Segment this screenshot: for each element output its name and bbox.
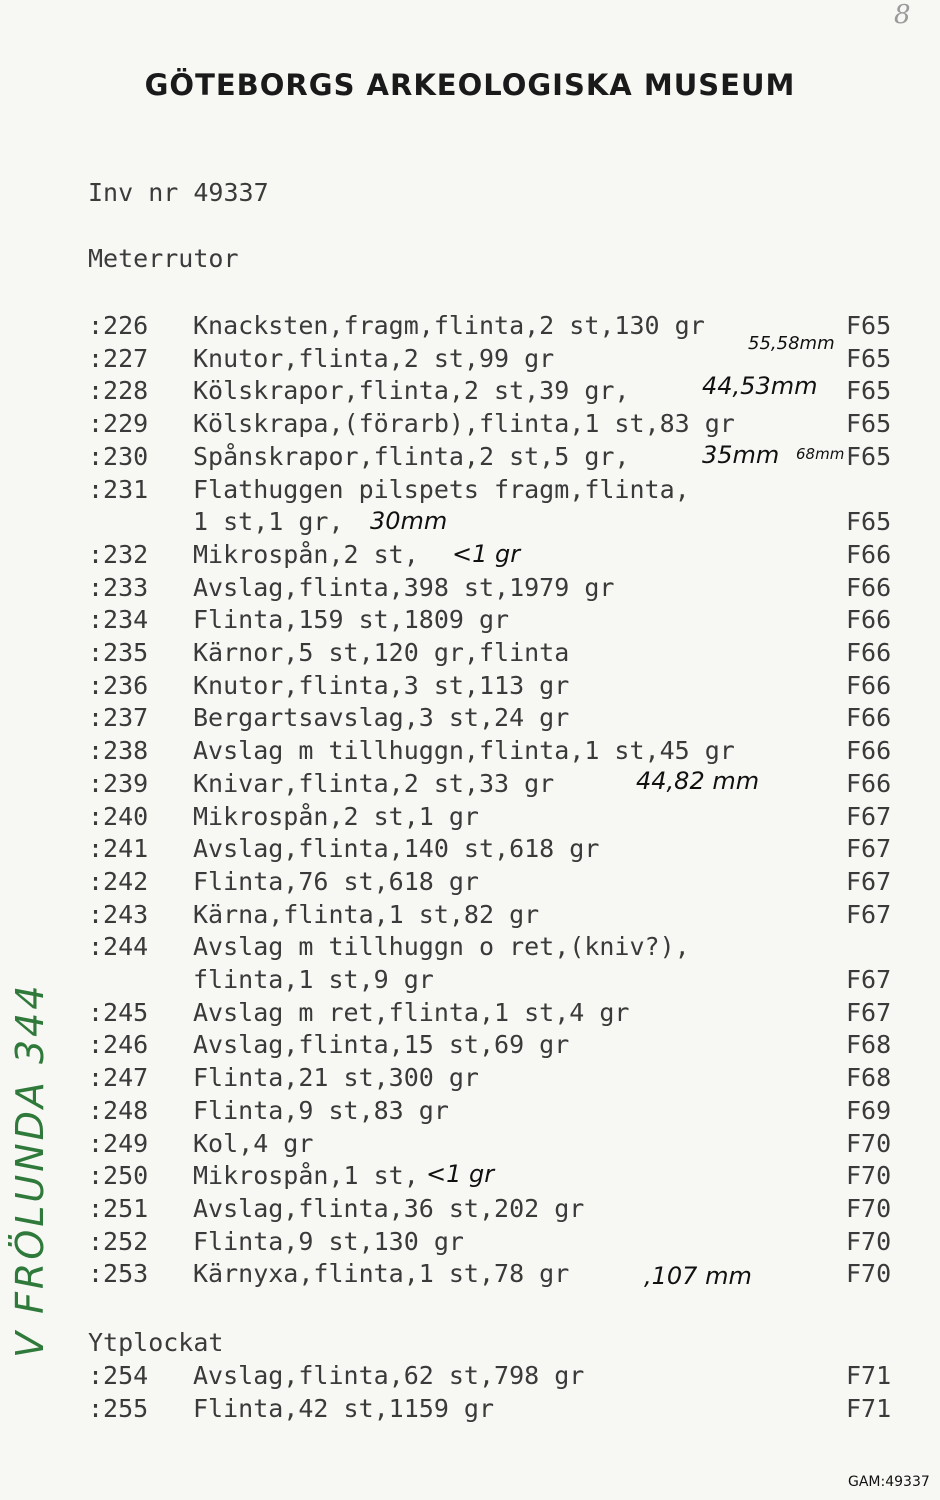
item-description: Kölskrapor,flinta,2 st,39 gr, <box>193 376 630 406</box>
list-item <box>0 834 940 866</box>
list-item <box>0 703 940 735</box>
list-item <box>0 1259 940 1291</box>
item-number: :229 <box>88 409 149 439</box>
item-number: :233 <box>88 572 149 602</box>
item-description: Kölskrapa,(förarb),flinta,1 st,83 gr <box>193 409 735 439</box>
inventory-number: Inv nr 49337 <box>88 178 269 207</box>
find-code: F65 <box>846 507 892 537</box>
item-number: :243 <box>88 899 149 929</box>
handwritten-note-227: 55,58mm <box>748 333 835 354</box>
item-number: :246 <box>88 1030 149 1060</box>
find-code: F66 <box>846 539 892 569</box>
item-number: :227 <box>88 343 149 373</box>
item-description: Avslag,flinta,62 st,798 gr <box>193 1361 585 1390</box>
handwritten-site-note: V FRÖLUNDA 344 <box>8 982 52 1358</box>
section-title-meterrutor: Meterrutor <box>88 244 239 273</box>
list-item <box>0 900 940 932</box>
item-description: Knutor,flinta,2 st,99 gr <box>193 343 555 373</box>
handwritten-note-253: ,107 mm <box>644 1262 752 1290</box>
item-description: Bergartsavslag,3 st,24 gr <box>193 703 570 733</box>
item-number: :252 <box>88 1226 149 1256</box>
item-description: flinta,1 st,9 gr <box>193 965 434 994</box>
find-code: F67 <box>846 801 892 831</box>
list-item <box>0 1129 940 1161</box>
find-code: F70 <box>846 1128 892 1158</box>
list-item <box>0 605 940 637</box>
item-number: :250 <box>88 1161 149 1191</box>
item-description: Flinta,42 st,1159 gr <box>193 1394 495 1423</box>
handwritten-note-239: 44,82 mm <box>636 767 760 795</box>
find-code: F68 <box>846 1030 892 1060</box>
item-number: :235 <box>88 638 149 667</box>
find-code: F66 <box>846 572 892 602</box>
item-number: :228 <box>88 376 149 406</box>
list-item <box>0 1394 940 1426</box>
item-description: Kärna,flinta,1 st,82 gr <box>193 899 540 929</box>
list-item <box>0 1361 940 1393</box>
item-description: Avslag m tillhuggn o ret,(kniv?), <box>193 932 690 962</box>
item-number: :247 <box>88 1063 149 1093</box>
find-code: F66 <box>846 670 892 700</box>
find-code: F69 <box>846 1095 892 1125</box>
item-description: Kol,4 gr <box>193 1128 314 1158</box>
handwritten-note-250: <1 gr <box>426 1160 495 1188</box>
item-number: :230 <box>88 441 149 471</box>
handwritten-note-232: <1 gr <box>452 540 521 568</box>
item-number: :226 <box>88 311 149 340</box>
item-number: :237 <box>88 703 149 733</box>
find-code: F65 <box>846 409 892 439</box>
find-code: F67 <box>846 997 892 1027</box>
list-item <box>0 802 940 834</box>
item-description: Avslag,flinta,36 st,202 gr <box>193 1193 585 1223</box>
find-code: F70 <box>846 1161 892 1191</box>
item-description: Knacksten,fragm,flinta,2 st,130 gr <box>193 311 705 340</box>
item-description: Kärnor,5 st,120 gr,flinta <box>193 638 570 667</box>
find-code: F70 <box>846 1226 892 1256</box>
find-code: F66 <box>846 736 892 766</box>
item-description: Knivar,flinta,2 st,33 gr <box>193 768 555 798</box>
item-number: :251 <box>88 1193 149 1223</box>
item-number: :242 <box>88 866 149 896</box>
find-code: F66 <box>846 638 892 667</box>
handwritten-note-230: 35mm <box>702 441 780 469</box>
item-number: :236 <box>88 670 149 700</box>
find-code: F66 <box>846 703 892 733</box>
list-item <box>0 638 940 670</box>
find-code: F67 <box>846 834 892 864</box>
page-number: 8 <box>894 0 911 30</box>
list-item <box>0 867 940 899</box>
item-number: :245 <box>88 997 149 1027</box>
item-description: Flinta,76 st,618 gr <box>193 866 479 896</box>
item-description: Flinta,21 st,300 gr <box>193 1063 479 1093</box>
find-code: F67 <box>846 965 892 994</box>
list-item <box>0 475 940 507</box>
list-item <box>0 671 940 703</box>
list-item <box>0 1063 940 1095</box>
archive-reference: GAM:49337 <box>848 1474 930 1490</box>
list-item <box>0 507 940 539</box>
find-code: F70 <box>846 1193 892 1223</box>
find-code: F66 <box>846 605 892 635</box>
item-number: :244 <box>88 932 149 962</box>
find-code: F65 <box>846 376 892 406</box>
item-description: Mikrospån,2 st, <box>193 539 419 569</box>
find-code: F65 <box>846 311 892 340</box>
item-description: Flinta,9 st,130 gr <box>193 1226 464 1256</box>
find-code: F65 <box>846 441 892 471</box>
item-number: :254 <box>88 1361 149 1390</box>
museum-header: GÖTEBORGS ARKEOLOGISKA MUSEUM <box>144 68 796 102</box>
item-number: :253 <box>88 1259 149 1289</box>
list-item <box>0 769 940 801</box>
find-code: F68 <box>846 1063 892 1093</box>
item-number: :232 <box>88 539 149 569</box>
list-item <box>0 1030 940 1062</box>
find-code: F71 <box>846 1361 892 1390</box>
find-code: F65 <box>846 343 892 373</box>
handwritten-note-231: 30mm <box>370 507 448 535</box>
item-number: :234 <box>88 605 149 635</box>
item-description: Flathuggen pilspets fragm,flinta, <box>193 474 690 504</box>
item-description: Avslag m ret,flinta,1 st,4 gr <box>193 997 630 1027</box>
list-item <box>0 998 940 1030</box>
item-number: :255 <box>88 1394 149 1423</box>
find-code: F71 <box>846 1394 892 1423</box>
item-description: Knutor,flinta,3 st,113 gr <box>193 670 570 700</box>
item-description: Flinta,159 st,1809 gr <box>193 605 510 635</box>
handwritten-note-230b: 68mm <box>796 445 845 463</box>
list-item <box>0 409 940 441</box>
list-item <box>0 965 940 997</box>
item-number: :239 <box>88 768 149 798</box>
list-item <box>0 1227 940 1259</box>
find-code: F67 <box>846 899 892 929</box>
item-description: Spånskrapor,flinta,2 st,5 gr, <box>193 441 630 471</box>
find-code: F70 <box>846 1259 892 1289</box>
item-description: Avslag,flinta,140 st,618 gr <box>193 834 600 864</box>
list-item <box>0 736 940 768</box>
item-number: :240 <box>88 801 149 831</box>
list-item <box>0 1194 940 1226</box>
item-number: :238 <box>88 736 149 766</box>
item-description: Avslag,flinta,398 st,1979 gr <box>193 572 615 602</box>
item-description: Avslag,flinta,15 st,69 gr <box>193 1030 570 1060</box>
item-description: Mikrospån,1 st, <box>193 1161 419 1191</box>
find-code: F67 <box>846 866 892 896</box>
item-number: :231 <box>88 474 149 504</box>
item-description: Kärnyxa,flinta,1 st,78 gr <box>193 1259 570 1289</box>
item-description: 1 st,1 gr, <box>193 507 344 537</box>
handwritten-note-228: 44,53mm <box>702 372 818 400</box>
item-description: Mikrospån,2 st,1 gr <box>193 801 479 831</box>
find-code: F66 <box>846 768 892 798</box>
item-number: :249 <box>88 1128 149 1158</box>
section-title-ytplockat: Ytplockat <box>88 1328 224 1357</box>
list-item <box>0 1096 940 1128</box>
item-number: :248 <box>88 1095 149 1125</box>
item-description: Avslag m tillhuggn,flinta,1 st,45 gr <box>193 736 735 766</box>
item-description: Flinta,9 st,83 gr <box>193 1095 449 1125</box>
list-item <box>0 573 940 605</box>
list-item <box>0 932 940 964</box>
item-number: :241 <box>88 834 149 864</box>
